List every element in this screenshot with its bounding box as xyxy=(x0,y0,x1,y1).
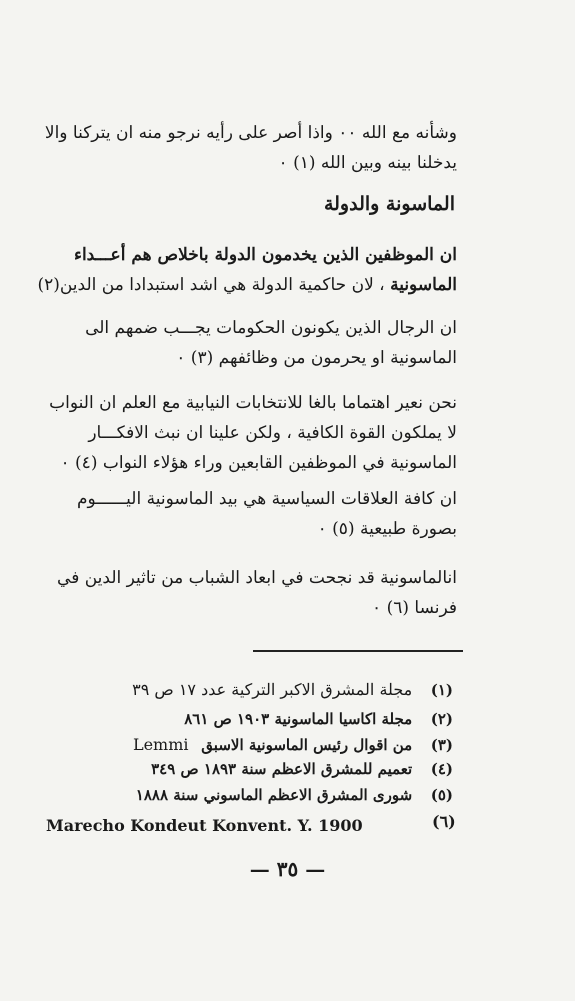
footnote-3 xyxy=(33,735,453,754)
footnote-number: (٣) xyxy=(430,736,453,754)
footnote-text: من اقوال رئيس الماسونية الاسبق xyxy=(201,736,413,754)
section-heading: الماسونة والدولة xyxy=(323,193,455,215)
paragraph-1 xyxy=(37,240,457,300)
footnote-2 xyxy=(33,710,453,728)
page-number: — ٣٥ — xyxy=(249,857,326,881)
footnote-separator xyxy=(253,650,463,652)
paragraph-1-rest: ، لان حاكمية الدولة هي اشد استبدادا من الدين(٢) xyxy=(37,275,385,295)
footnote-text: تعميم للمشرق الاعظم سنة ١٨٩٣ ص ٣٤٩ xyxy=(151,760,413,778)
footnote-6-number: (٦) xyxy=(432,812,456,831)
footnote-1 xyxy=(33,680,453,699)
footnote-latin-name: Lemmi xyxy=(132,735,189,754)
paragraph-5: انالماسونية قد نجحت في ابعاد الشباب من تاثير الدين في فرنسا (٦) ٠ xyxy=(57,568,457,618)
paragraph-continuation: وشأنه مع الله ٠٠ واذا أصر على رأيه نرجو منه ان يتركنا والا يدخلنا بينه وبين الله (١) ٠ xyxy=(44,123,457,173)
footnote-number: (٢) xyxy=(430,710,453,728)
footnote-5 xyxy=(33,786,453,804)
footnote-number: (٥) xyxy=(430,786,453,804)
footnote-text: مجلة المشرق الاكبر التركية عدد ١٧ ص ٣٩ xyxy=(132,680,413,699)
paragraph-3: نحن نعير اهتماما بالغا للانتخابات النيابية مع العلم ان النواب لا يملكون القوة الكافية ، ولكن علينا ان نبث الافكـــار الماسونية في الموظفين القابعين وراء هؤلاء النواب (٤) ٠ xyxy=(49,393,457,473)
paragraph-1-bold: ان الموظفين الذين يخدمون الدولة باخلاص هم أعـــداء الماسونية xyxy=(73,245,457,295)
paragraph-2: ان الرجال الذين يكونون الحكومات يجـــب ضمهم الى الماسونية او يحرمون من وظائفهم (٣) ٠ xyxy=(85,318,457,368)
paragraph-4: ان كافة العلاقات السياسية هي بيد الماسونية اليــــــوم بصورة طبيعية (٥) ٠ xyxy=(76,489,457,539)
footnote-text: شورى المشرق الاعظم الماسوني سنة ١٨٨٨ xyxy=(135,786,413,804)
footnote-4 xyxy=(33,760,453,778)
footnote-number: (١) xyxy=(430,681,453,699)
footnote-6-text: Marecho Kondeut Konvent. Y. 1900 xyxy=(46,816,363,835)
footnote-text: مجلة اكاسيا الماسونية ١٩٠٣ ص ٨٦١ xyxy=(184,710,413,728)
footnote-number: (٤) xyxy=(430,760,453,778)
